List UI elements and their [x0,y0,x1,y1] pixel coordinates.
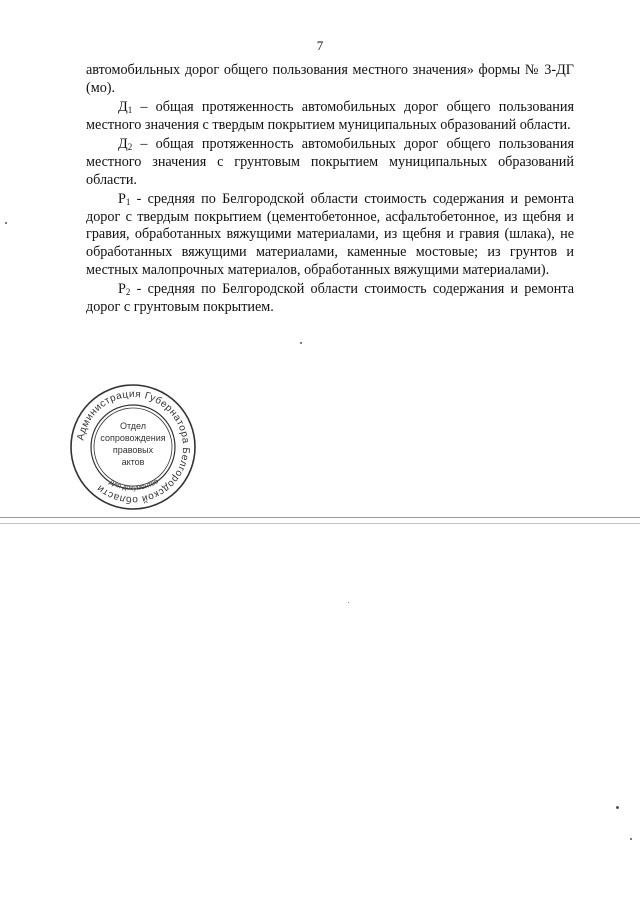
scan-fold-line [0,523,640,524]
stamp-bottom-text: Для документов [107,478,160,493]
scan-speck [616,806,619,809]
paragraph-d2-definition [86,136,574,189]
paragraph-p1-definition [86,191,574,279]
stamp-line-1: Отдел [119,421,147,431]
stamp-line-4: актов [121,457,145,467]
scan-fold-line [0,517,640,518]
scan-speck [5,222,7,224]
symbol-d1: $Д_1$ [118,99,133,116]
paragraph-text: – общая протяженность автомобильных дорог общего пользования местного значения с грунтовым покрытием муниципальных образований области. [86,136,574,188]
stamp-line-2: сопровождения [100,433,166,443]
paragraph-text: – общая протяженность автомобильных дорог общего пользования местного значения с твердым покрытием муниципальных образований области. [86,99,574,133]
paragraph-p2-definition [86,281,574,316]
scan-speck [300,342,302,344]
symbol-p2: $Р_2$ [118,281,131,298]
page-number: 7 [316,38,324,53]
scan-speck [630,838,632,840]
paragraph-text: автомобильных дорог общего пользования местного значения» формы № 3-ДГ (мо). [86,62,574,96]
document-body [86,62,574,318]
symbol-p1: $Р_1$ [118,191,131,208]
paragraph-d1-definition [86,99,574,134]
official-stamp [68,382,198,512]
paragraph-text: - средняя по Белгородской области стоимость содержания и ремонта дорог с твердым покрытием (цементобетонное, асфальтобетонное, из щебня и гравия, обработанных вяжущими материалами, из щебня и гравия (шлака), не обработанных вяжущими материалами, каменные мостовые; из грунтов и местных малопрочных материалов, обработанных вяжущими материалами). [86,191,574,278]
paragraph-text: - средняя по Белгородской области стоимость содержания и ремонта дорог с грунтовым покрытием. [86,281,574,315]
symbol-d2: $Д_2$ [118,136,133,153]
stamp-outer-text: Администрация Губернатора Белгородской области [75,388,192,506]
stamp-line-3: правовых [112,445,154,455]
scan-speck [348,602,349,603]
paragraph-continuation [86,62,574,97]
